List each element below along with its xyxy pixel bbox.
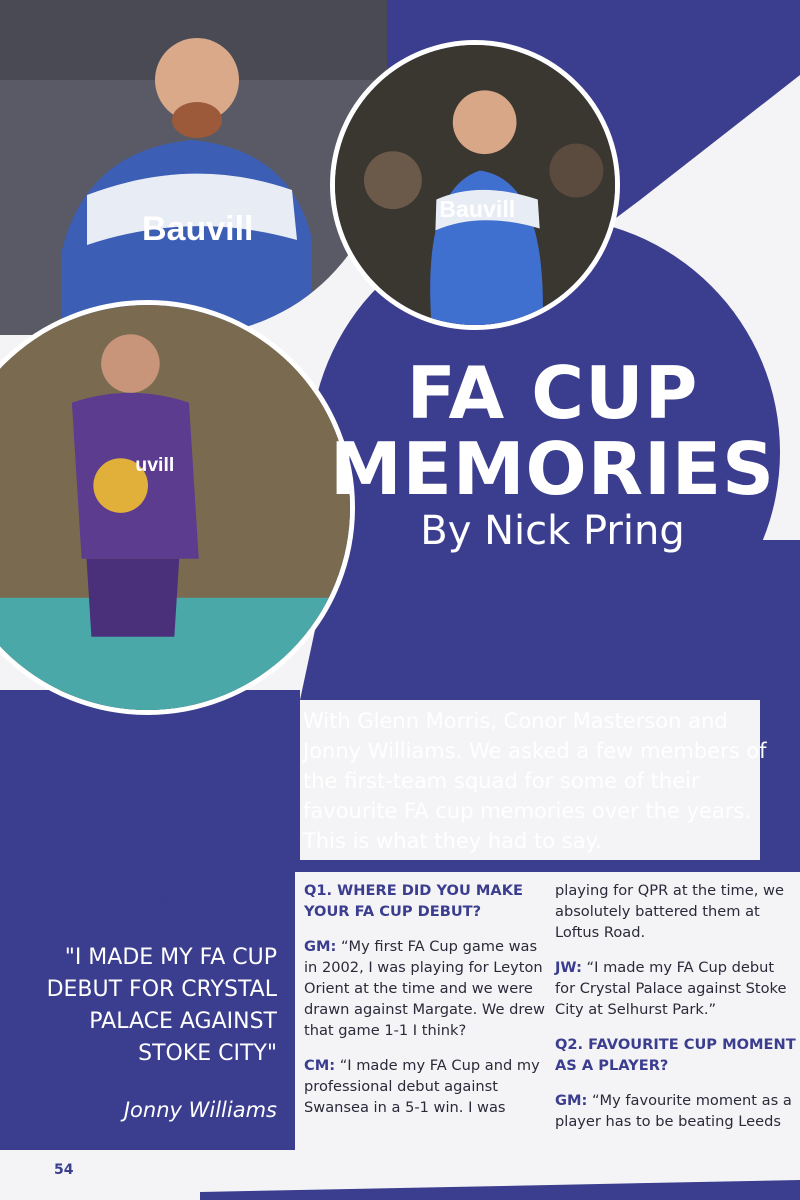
speaker-gm-2: GM: <box>555 1092 588 1109</box>
svg-text:Bauvill: Bauvill <box>439 195 516 222</box>
answer-gm-2-text: “My favourite moment as a player has to be beating Leeds <box>555 1092 792 1130</box>
speaker-cm: CM: <box>304 1057 336 1074</box>
answer-gm-1-text: “My first FA Cup game was in 2002, I was playing for Leyton Orient at the time and we were drawn against Margate. We drew that game 1-1 I think? <box>304 938 545 1039</box>
qa-column-1 <box>304 880 546 1132</box>
qa-column-2 <box>555 880 797 1146</box>
question-2: Q2. FAVOURITE CUP MOMENT AS A PLAYER? <box>555 1036 796 1074</box>
answer-cm-1 <box>304 1055 546 1118</box>
intro-paragraph: With Glenn Morris, Conor Masterson and Jonny Williams. We asked a few members of the first-team squad for some of their favourite FA cup memories over the years. This is what they had to say. <box>303 709 767 853</box>
pull-quote-author: Jonny Williams <box>123 1098 277 1122</box>
article-title <box>330 351 775 511</box>
answer-gm-1 <box>304 936 546 1041</box>
answer-jw-1-text: “I made my FA Cup debut for Crystal Palace against Stoke City at Selhurst Park.” <box>555 959 787 1018</box>
speaker-jw: JW: <box>555 959 582 976</box>
svg-text:uvill: uvill <box>135 453 175 476</box>
svg-text:Bauvill: Bauvill <box>142 210 254 248</box>
answer-cm-1-continued: playing for QPR at the time, we absolutely battered them at Loftus Road. <box>555 882 784 941</box>
page-number: 54 <box>54 1162 74 1178</box>
title-line-2: MEMORIES <box>330 427 775 511</box>
question-1: Q1. WHERE DID YOU MAKE YOUR FA CUP DEBUT? <box>304 882 523 920</box>
answer-cm-1-text: “I made my FA Cup and my professional debut against Swansea in a 5-1 win. I was <box>304 1057 540 1116</box>
answer-gm-2 <box>555 1090 797 1132</box>
speaker-gm: GM: <box>304 938 337 955</box>
title-line-1: FA CUP <box>406 351 699 435</box>
byline: By Nick Pring <box>420 508 685 554</box>
player-2-illustration <box>335 45 615 325</box>
player-3-illustration <box>0 305 350 710</box>
pull-quote: "I MADE MY FA CUP DEBUT FOR CRYSTAL PALACE AGAINST STOKE CITY" <box>46 945 277 1066</box>
photo-player-2 <box>330 40 620 330</box>
answer-jw-1 <box>555 957 797 1020</box>
